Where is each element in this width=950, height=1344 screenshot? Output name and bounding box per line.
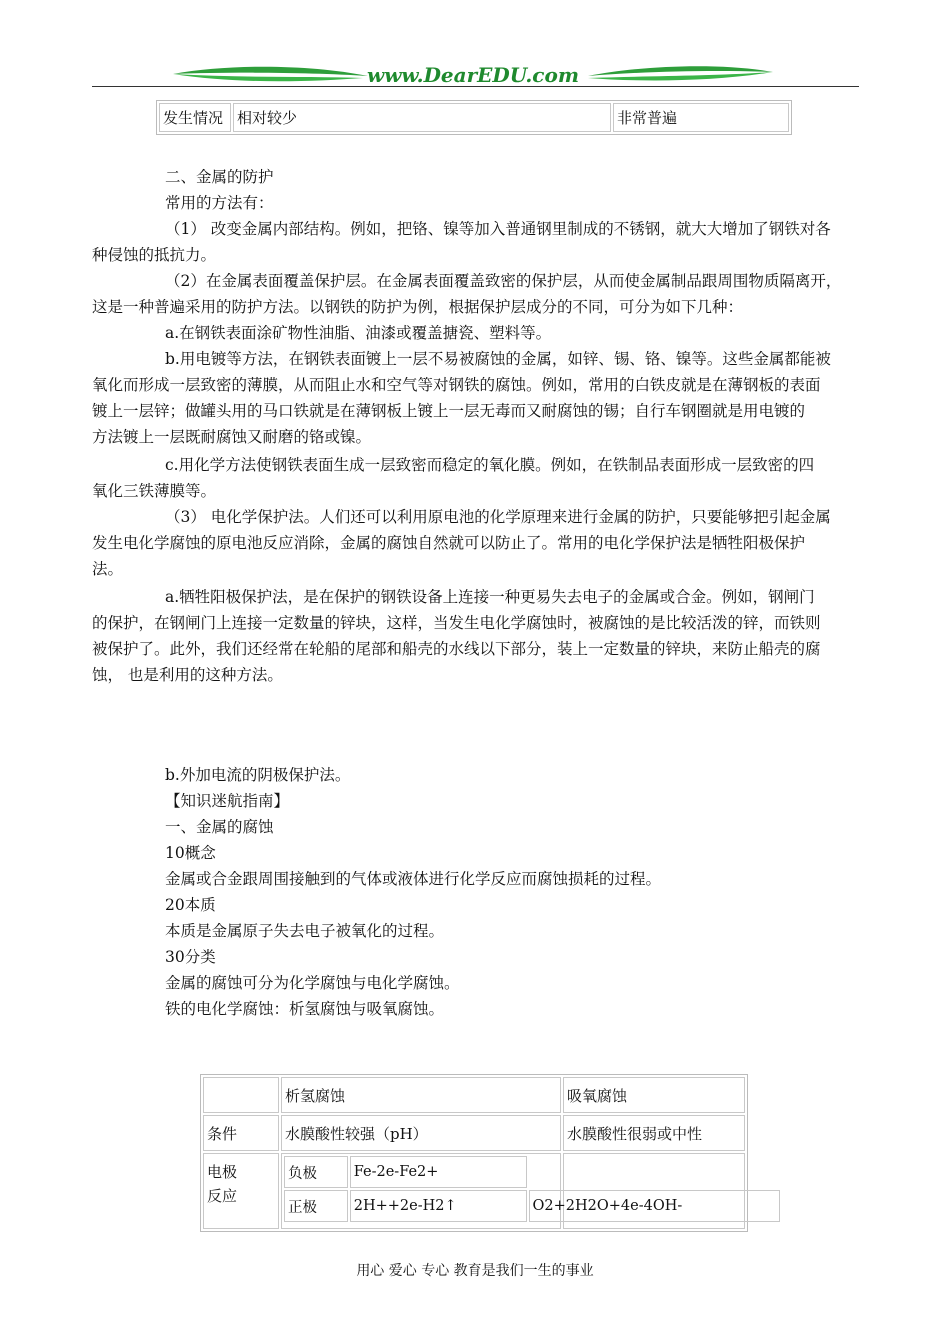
- table-row: [284, 1190, 780, 1222]
- method1-line2: 种侵蚀的抵抗力。: [92, 246, 217, 264]
- corrosion-comparison-table: [200, 1074, 748, 1232]
- item-b1-line4: 方法镀上一层既耐腐蚀又耐磨的铬或镍。: [92, 428, 372, 446]
- condition-label: 条件: [203, 1115, 279, 1151]
- item-b1-line1: b.用电镀等方法，在钢铁表面镀上一层不易被腐蚀的金属，如锌、锡、铬、镍等。这些金属都能被: [165, 350, 831, 368]
- condition-oxygen: 水膜酸性很弱或中性: [563, 1115, 745, 1151]
- essence-heading: 20本质: [165, 896, 216, 914]
- category-heading: 30分类: [165, 948, 216, 966]
- table-row: [203, 1077, 745, 1113]
- electrode-label-line1: 电极: [207, 1163, 238, 1181]
- item-b1-line2: 氧化而形成一层致密的薄膜，从而阻止水和空气等对钢铁的腐蚀。例如，常用的白铁皮就是在薄钢板的表面: [92, 376, 821, 394]
- method3-line2: 发生电化学腐蚀的原电池反应消除，金属的腐蚀自然就可以防止了。常用的电化学保护法是牺牲阳极保护: [92, 534, 806, 552]
- essence-text: 本质是金属原子失去电子被氧化的过程。: [165, 922, 445, 940]
- cell-col1: 相对较少: [233, 103, 611, 132]
- method3-line1: （3） 电化学保护法。人们还可以利用原电池的化学原理来进行金属的防护，只要能够把引起金属: [165, 508, 831, 526]
- section-title: 二、金属的防护: [165, 168, 274, 186]
- site-logo-banner: [168, 62, 778, 88]
- header-hydrogen: 析氢腐蚀: [281, 1077, 561, 1113]
- item-a2-line3: 被保护了。此外，我们还经常在轮船的尾部和船壳的水线以下部分，装上一定数量的锌块，来防止船壳的腐: [92, 640, 821, 658]
- negative-reaction: Fe-2e-Fe2+: [350, 1156, 527, 1188]
- concept-text: 金属或合金跟周围接触到的气体或液体进行化学反应而腐蚀损耗的过程。: [165, 870, 662, 888]
- method3-line3: 法。: [92, 560, 124, 578]
- negative-label: 负极: [284, 1156, 348, 1188]
- item-a2-line4: 蚀， 也是利用的这种方法。: [92, 666, 283, 684]
- method2-line2: 这是一种普遍采用的防护方法。以钢铁的防护为例，根据保护层成分的不同，可分为如下几种：: [92, 298, 744, 316]
- item-c1-line1: c.用化学方法使钢铁表面生成一层致密而稳定的氧化膜。例如，在铁制品表面形成一层致密的四: [165, 456, 815, 474]
- method2-line1: （2）在金属表面覆盖保护层。在金属表面覆盖致密的保护层，从而使金属制品跟周围物质隔离开，: [165, 272, 842, 290]
- header-oxygen: 吸氧腐蚀: [563, 1077, 745, 1113]
- item-a2-line2: 的保护，在钢闸门上连接一定数量的锌块，这样，当发生电化学腐蚀时，被腐蚀的是比较活泼的锌，而铁则: [92, 614, 821, 632]
- condition-hydrogen: 水膜酸性较强（pH）: [281, 1115, 561, 1151]
- table-row: [284, 1156, 780, 1188]
- table-row: [159, 103, 789, 132]
- electrode-reactions-table: [282, 1154, 782, 1224]
- header-rule: [92, 86, 859, 87]
- logo-text: www.DearEDU.com: [366, 63, 580, 87]
- page-footer: 用心 爱心 专心 教育是我们一生的事业: [356, 1263, 594, 1279]
- electrode-label: [203, 1153, 279, 1229]
- electrode-label-line2: 反应: [207, 1187, 238, 1205]
- item-c1-line2: 氧化三铁薄膜等。: [92, 482, 217, 500]
- cell-label: 发生情况: [159, 103, 231, 132]
- cell-col2: 非常普遍: [613, 103, 789, 132]
- item-b2: b.外加电流的阴极保护法。: [165, 766, 351, 784]
- category-text: 金属的腐蚀可分为化学腐蚀与电化学腐蚀。: [165, 974, 460, 992]
- guide-subtitle: 一、金属的腐蚀: [165, 818, 274, 836]
- positive-reaction-oxygen: O2+2H2O+4e-4OH-: [529, 1190, 780, 1222]
- positive-reaction-hydrogen: 2H++2e-H2↑: [350, 1190, 527, 1222]
- table-row: [203, 1115, 745, 1151]
- guide-title: 【知识迷航指南】: [165, 792, 290, 810]
- intro-text: 常用的方法有：: [165, 194, 274, 212]
- negative-empty: [529, 1156, 780, 1188]
- logo-left-swoosh: [173, 67, 368, 76]
- header-empty-cell: [203, 1077, 279, 1113]
- positive-label: 正极: [284, 1190, 348, 1222]
- table-row: [203, 1153, 745, 1229]
- item-b1-line3: 镀上一层锌；做罐头用的马口铁就是在薄钢板上镀上一层无毒而又耐腐蚀的锡；自行车钢圈就是用电镀的: [92, 402, 806, 420]
- top-comparison-table: [156, 100, 792, 135]
- method1-line1: （1） 改变金属内部结构。例如，把铬、镍等加入普通钢里制成的不锈钢，就大大增加了钢铁对各: [165, 220, 831, 238]
- item-a2-line1: a.牺牲阳极保护法，是在保护的钢铁设备上连接一种更易失去电子的金属或合金。例如，钢闸门: [165, 588, 815, 606]
- electrode-reactions-cell: [281, 1153, 683, 1229]
- iron-corrosion-text: 铁的电化学腐蚀：析氢腐蚀与吸氧腐蚀。: [165, 1000, 445, 1018]
- logo-left-swoosh-lower: [173, 74, 363, 81]
- concept-heading: 10概念: [165, 844, 216, 862]
- item-a1: a.在钢铁表面涂矿物性油脂、油漆或覆盖搪瓷、塑料等。: [165, 324, 552, 342]
